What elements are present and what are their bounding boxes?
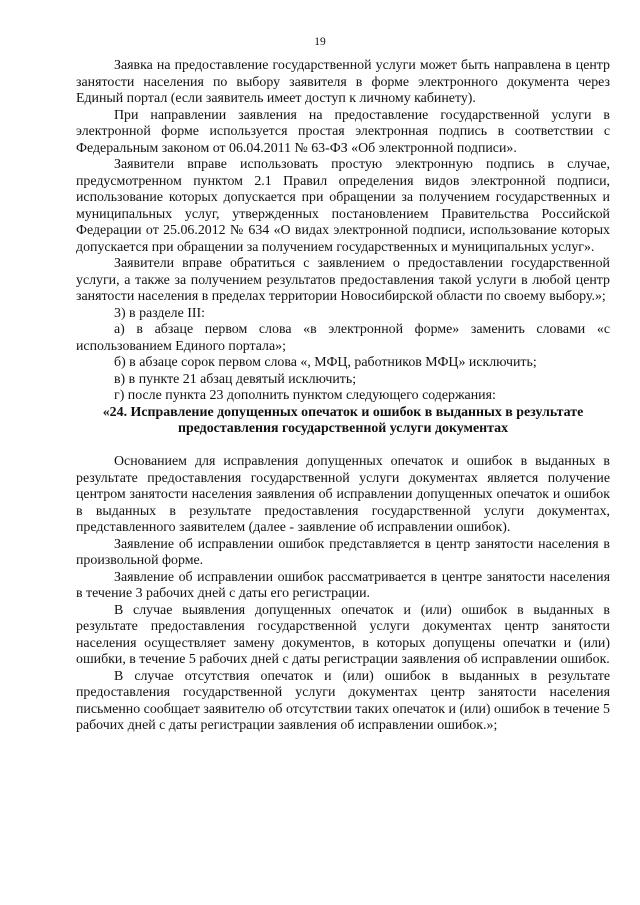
paragraph-review-period: Заявление об исправлении ошибок рассматривается в центре занятости населения в течение 3 рабочих дней с даты его регистрации. [76, 569, 610, 601]
page-number: 19 [314, 36, 326, 48]
paragraph-item-v: в) в пункте 21 абзац девятый исключить; [114, 371, 357, 387]
paragraph-item-g: г) после пункта 23 дополнить пунктом следующего содержания: [114, 388, 496, 403]
paragraph-free-form: Заявление об исправлении ошибок представляется в центр занятости населения в произвольной форме. [76, 536, 610, 568]
paragraph-no-errors: В случае отсутствия опечаток и (или) ошибок в выданных в результате предоставления государственной услуги документах центр занятости населения письменно сообщает заявителю об отсутствии таких опечаток и (или) ошибок в течение 5 рабочих дней с даты регистрации заявления об исправлении ошибок.»; [76, 668, 610, 733]
paragraph-section-iii: 3) в разделе III: [114, 305, 205, 321]
paragraph-any-employment-center: Заявители вправе обратиться с заявлением о предоставлении государственной услуги, а также за получением результатов предоставления такой услуги в любой центр занятости населения в пределах территории Новосибирской области по своему выбору.»; [76, 256, 610, 304]
blank-line [76, 438, 610, 455]
paragraph-item-a: а) в абзаце первом слова «в электронной форме» заменить словами «с использованием Единого портала»; [76, 322, 610, 354]
document-body [76, 58, 610, 735]
paragraph-simple-signature-rules: Заявители вправе использовать простую электронную подпись в случае, предусмотренном пунктом 2.1 Правил определения видов электронной подписи, использование которых допускается при обращении за получением государственных и муниципальных услуг, утвержденных постановлением Правительства Российской Федерации от 25.06.2012 № 634 «О видах электронной подписи, использование которых допускается при обращении за получением государственных и муниципальных услуг». [76, 157, 610, 255]
section-heading-24: «24. Исправление допущенных опечаток и ошибок в выданных в результате предоставления государственной услуги документах [102, 404, 584, 436]
paragraph-replacement: В случае выявления допущенных опечаток и (или) ошибок в выданных в результате предоставления государственной услуги документах центр занятости населения осуществляет замену документов, в которых допущены опечатки и (или) ошибки, в течение 5 рабочих дней с даты регистрации заявления об исправлении ошибок. [76, 602, 610, 667]
paragraph-electronic-signature: При направлении заявления на предоставление государственной услуги в электронной форме используется простая электронная подпись в соответствии с Федеральным законом от 06.04.2011 № 63-ФЗ «Об электронной подписи». [76, 107, 610, 156]
paragraph-item-b: б) в абзаце сорок первом слова «, МФЦ, работников МФЦ» исключить; [114, 355, 537, 370]
paragraph-portal-application: Заявка на предоставление государственной услуги может быть направлена в центр занятости населения по выбору заявителя в форме электронного документа через Единый портал (если заявитель имеет доступ к личному кабинету). [76, 58, 610, 106]
paragraph-basis-for-correction: Основанием для исправления допущенных опечаток и ошибок в выданных в результате предоставления государственной услуги документах является получение центром занятости населения заявления об исправлении допущенных опечаток и ошибок в выданных в результате предоставления государственной услуги документах, представленного заявителем (далее - заявление об исправлении ошибок). [76, 454, 610, 535]
